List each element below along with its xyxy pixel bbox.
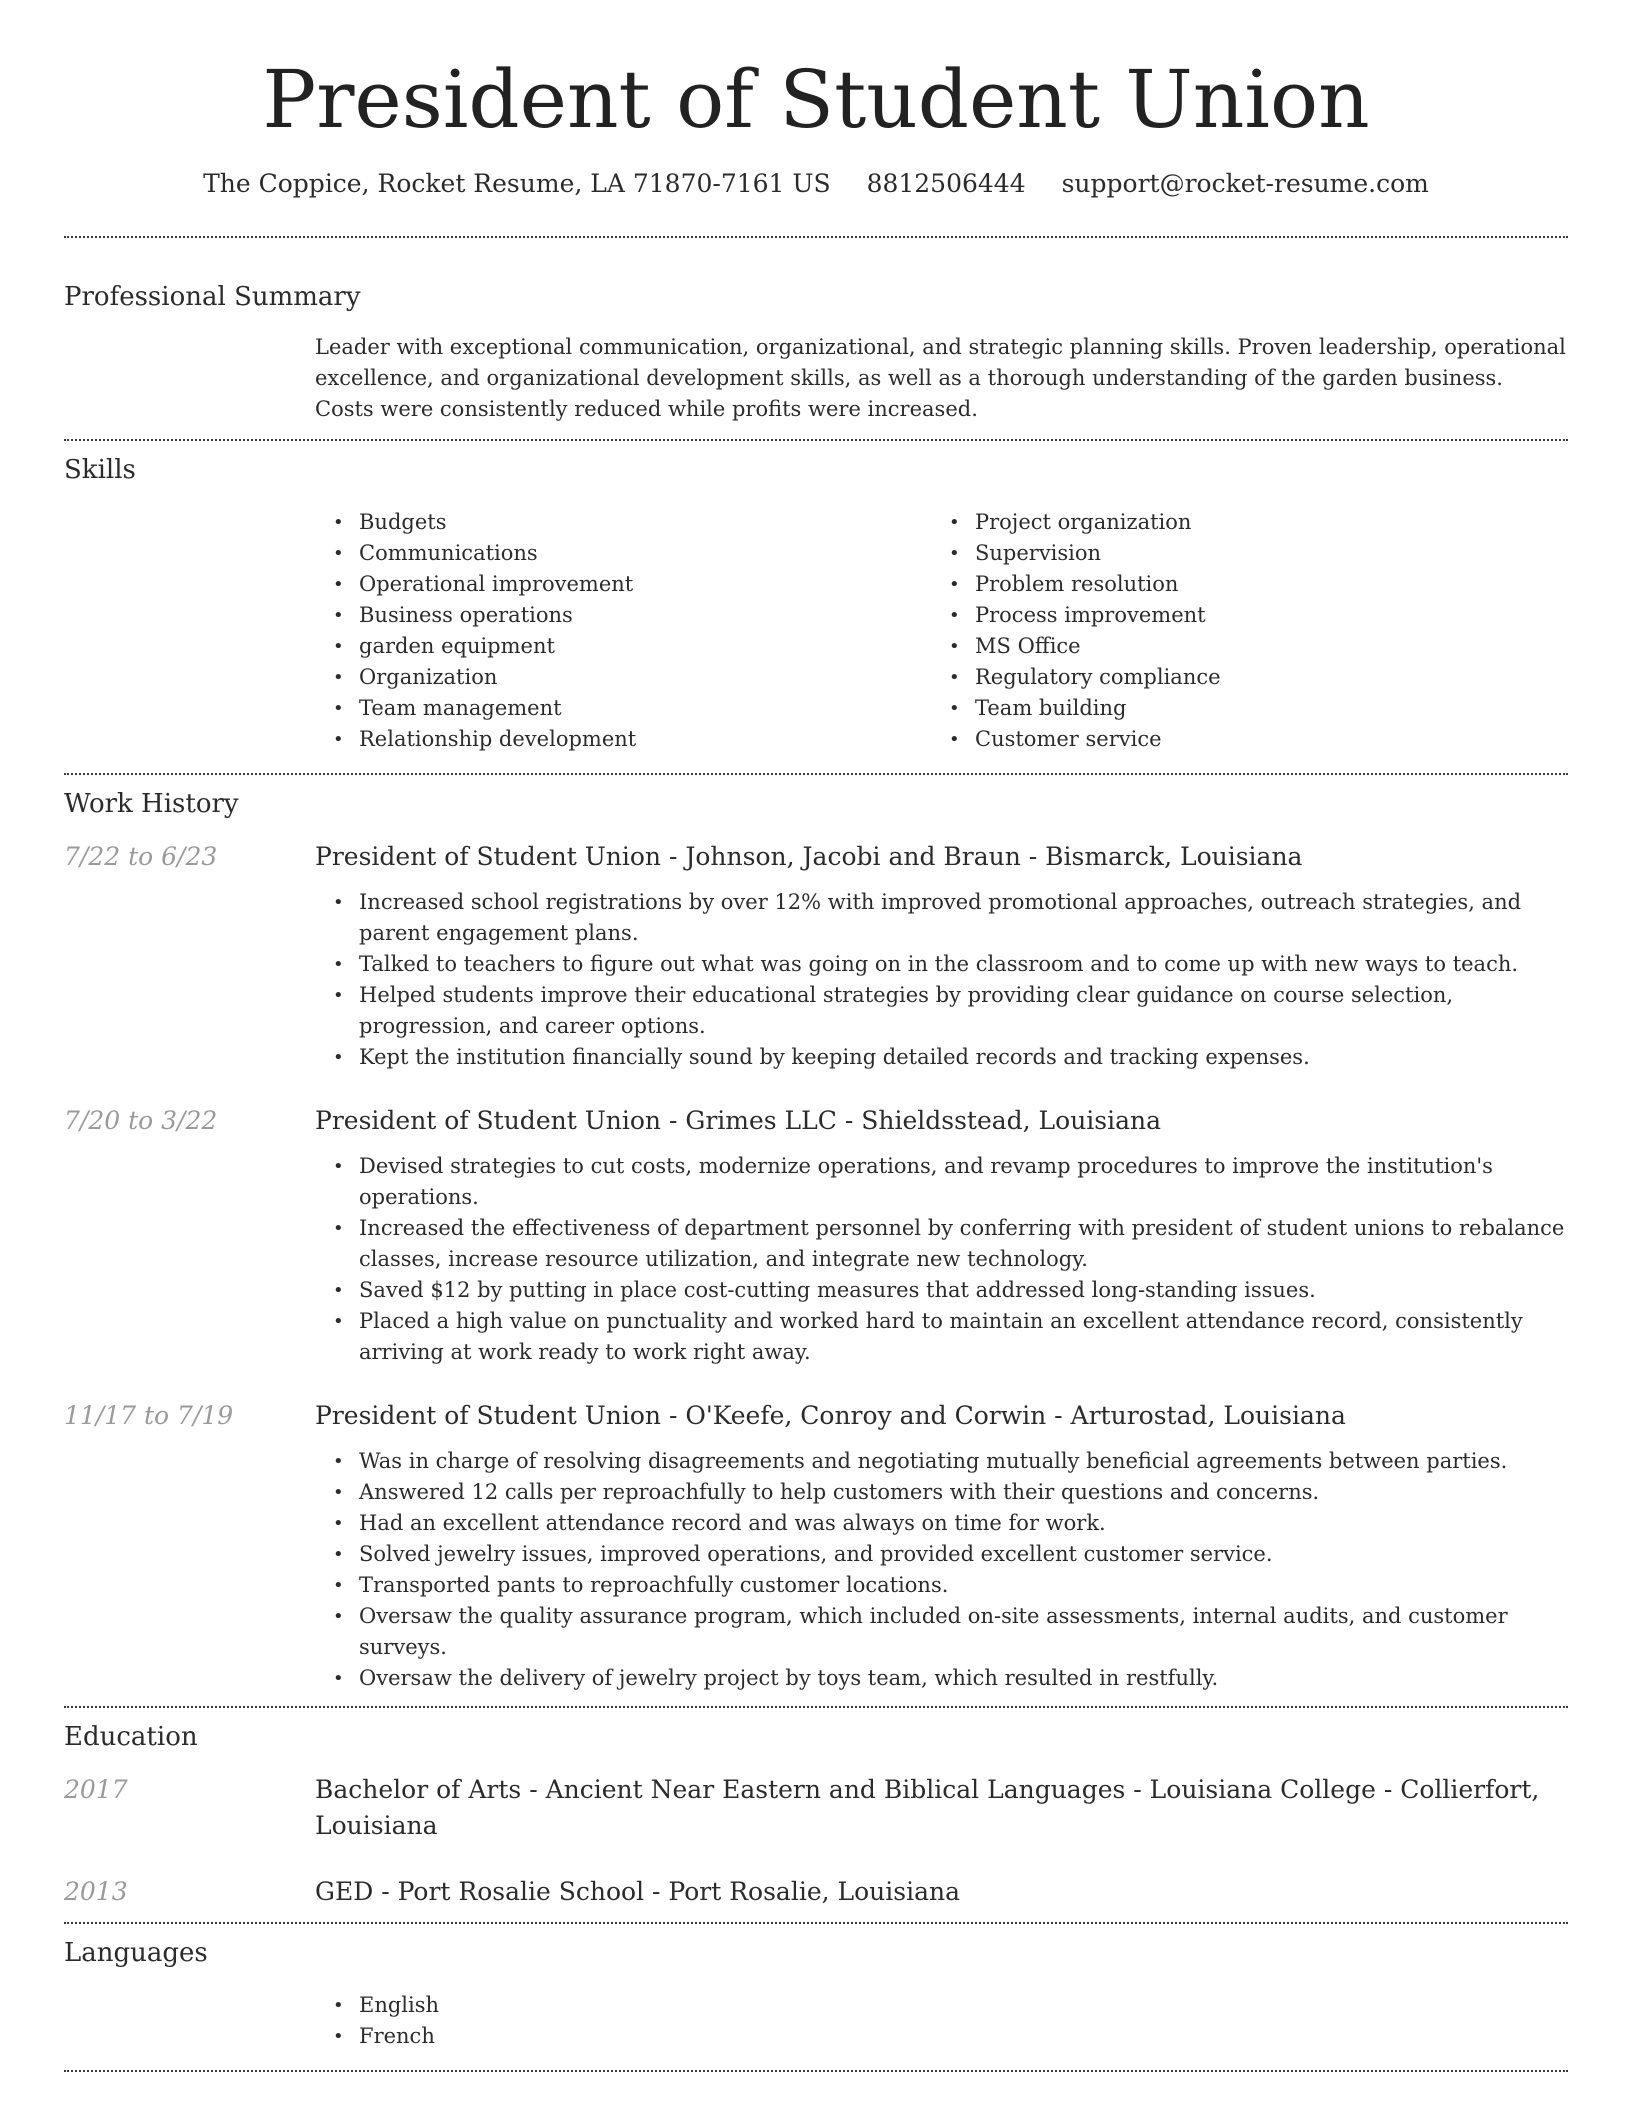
work-bullet: • Oversaw the delivery of jewelry project by toys team, which resulted in restfully. <box>359 1663 1568 1694</box>
work-history-section <box>64 775 1568 1694</box>
summary-content <box>315 332 1568 425</box>
skill-item: • Operational improvement <box>359 569 931 600</box>
work-entry-bullets <box>315 887 1568 1073</box>
summary-text: Leader with exceptional communication, organizational, and strategic planning skills. Proven leadership, operational excellence, and organizational development skills, as well as a thorough understanding of the garden business. Costs were consistently reduced while profits were increased. <box>315 335 1566 421</box>
work-bullet: • Devised strategies to cut costs, modernize operations, and revamp procedures to improve the institution's operations. <box>359 1151 1568 1213</box>
work-bullet: • Was in charge of resolving disagreements and negotiating mutually beneficial agreements between parties. <box>359 1446 1568 1477</box>
skill-item: • Relationship development <box>359 724 931 755</box>
contact-phone: 8812506444 <box>866 169 1026 198</box>
language-item: • English <box>359 1990 1568 2021</box>
work-entry-date: 11/17 to 7/19 <box>64 1401 234 1430</box>
work-entry-heading: President of Student Union - Johnson, Jacobi and Braun - Bismarck, Louisiana <box>315 842 1303 871</box>
skills-grid <box>315 507 1568 755</box>
work-bullet: • Answered 12 calls per reproachfully to help customers with their questions and concerns. <box>359 1477 1568 1508</box>
skill-item: • Customer service <box>975 724 1547 755</box>
languages-section <box>64 1924 1568 2052</box>
skills-list-left <box>315 507 931 755</box>
education-entry-date: 2017 <box>64 1775 128 1804</box>
languages-list <box>315 1990 1568 2052</box>
section-title-languages: Languages <box>64 1938 208 1968</box>
summary-section <box>64 238 1568 425</box>
skills-column-right <box>931 507 1547 755</box>
work-entry-bullets <box>315 1446 1568 1694</box>
languages-content <box>315 1990 1568 2052</box>
skill-item: • Process improvement <box>975 600 1547 631</box>
work-bullet: • Saved $12 by putting in place cost-cutting measures that addressed long-standing issues. <box>359 1275 1568 1306</box>
skills-column-left <box>315 507 931 755</box>
work-bullet: • Kept the institution financially sound by keeping detailed records and tracking expenses. <box>359 1042 1568 1073</box>
skills-section <box>64 441 1568 755</box>
contact-email: support@rocket-resume.com <box>1061 169 1429 198</box>
work-entry-heading: President of Student Union - Grimes LLC - Shieldsstead, Louisiana <box>315 1106 1162 1135</box>
work-bullet: • Had an excellent attendance record and was always on time for work. <box>359 1508 1568 1539</box>
work-bullet: • Talked to teachers to figure out what was going on in the classroom and to come up with new ways to teach. <box>359 949 1568 980</box>
section-title-work-history: Work History <box>64 789 239 819</box>
work-bullet: • Increased school registrations by over 12% with improved promotional approaches, outreach strategies, and parent engagement plans. <box>359 887 1568 949</box>
education-entry-date: 2013 <box>64 1877 128 1906</box>
work-bullet: • Placed a high value on punctuality and worked hard to maintain an excellent attendance record, consistently arriving at work ready to work right away. <box>359 1306 1568 1368</box>
section-title-skills: Skills <box>64 455 136 485</box>
work-entry <box>64 839 1568 875</box>
work-bullet: • Oversaw the quality assurance program, which included on-site assessments, internal audits, and customer surveys. <box>359 1601 1568 1663</box>
resume-name: President of Student Union <box>262 53 1370 146</box>
skill-item: • MS Office <box>975 631 1547 662</box>
skills-list-right <box>931 507 1547 755</box>
education-entry-heading: Bachelor of Arts - Ancient Near Eastern and Biblical Languages - Louisiana College - Collierfort, Louisiana <box>315 1775 1540 1840</box>
skill-item: • Team management <box>359 693 931 724</box>
education-entry <box>64 1772 1568 1844</box>
skill-item: • garden equipment <box>359 631 931 662</box>
language-item: • French <box>359 2021 1568 2052</box>
skill-item: • Problem resolution <box>975 569 1547 600</box>
work-entry-date: 7/20 to 3/22 <box>64 1106 218 1135</box>
skill-item: • Regulatory compliance <box>975 662 1547 693</box>
work-entry-heading: President of Student Union - O'Keefe, Conroy and Corwin - Arturostad, Louisiana <box>315 1401 1346 1430</box>
skill-item: • Team building <box>975 693 1547 724</box>
skill-item: • Budgets <box>359 507 931 538</box>
skill-item: • Communications <box>359 538 931 569</box>
section-title-summary: Professional Summary <box>64 282 361 312</box>
skill-item: • Business operations <box>359 600 931 631</box>
work-bullet: • Increased the effectiveness of department personnel by conferring with president of student unions to rebalance classes, increase resource utilization, and integrate new technology. <box>359 1213 1568 1275</box>
work-entry <box>64 1398 1568 1434</box>
skill-item: • Organization <box>359 662 931 693</box>
contact-line <box>64 166 1568 202</box>
section-title-education: Education <box>64 1722 198 1752</box>
contact-address: The Coppice, Rocket Resume, LA 71870-7161 US <box>203 169 831 198</box>
work-entry <box>64 1103 1568 1139</box>
education-entry-heading: GED - Port Rosalie School - Port Rosalie, Louisiana <box>315 1877 960 1906</box>
divider <box>64 2070 1568 2072</box>
work-entry-details <box>315 1446 1568 1694</box>
education-section <box>64 1708 1568 1910</box>
work-entry-details <box>315 887 1568 1073</box>
work-bullet: • Transported pants to reproachfully customer locations. <box>359 1570 1568 1601</box>
skill-item: • Supervision <box>975 538 1547 569</box>
skill-item: • Project organization <box>975 507 1547 538</box>
education-entry <box>64 1874 1568 1910</box>
work-entry-date: 7/22 to 6/23 <box>64 842 218 871</box>
work-bullet: • Helped students improve their educational strategies by providing clear guidance on course selection, progression, and career options. <box>359 980 1568 1042</box>
work-entry-bullets <box>315 1151 1568 1368</box>
work-bullet: • Solved jewelry issues, improved operations, and provided excellent customer service. <box>359 1539 1568 1570</box>
work-entry-details <box>315 1151 1568 1368</box>
